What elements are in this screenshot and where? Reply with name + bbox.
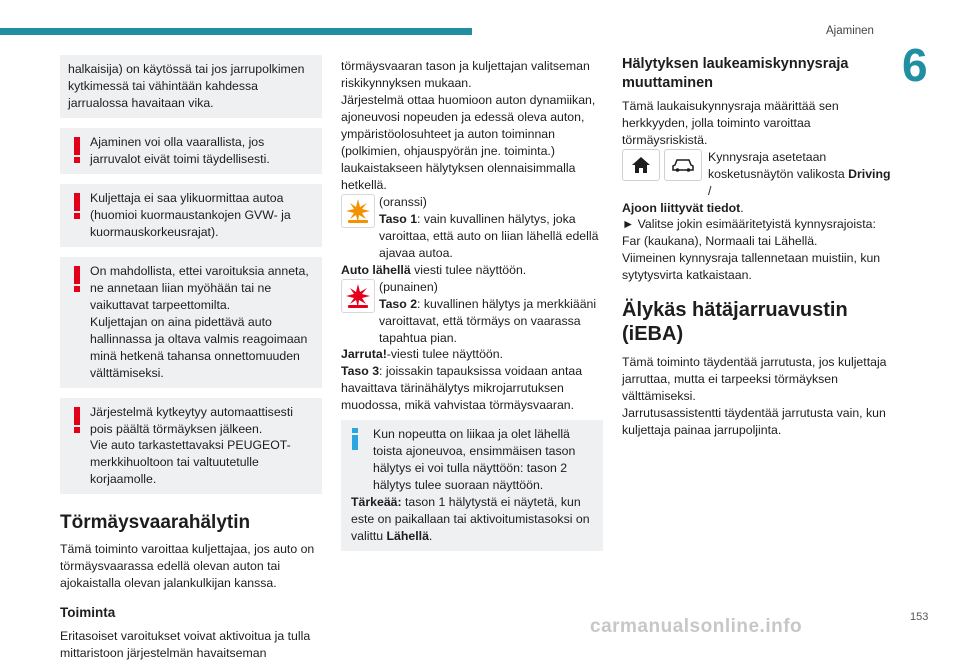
collision-intro: Tämä toiminto varoittaa kuljettajaa, jos auto on törmäysvaarassa edellä olevan auton tai ajokaistalla olevan jalankulkijan kanssa. — [60, 542, 315, 591]
warning-text-3: On mahdollista, ettei varoituksia anneta, ne annetaan liian myöhään tai ne vaikuttavat tarpeettomilta. — [90, 263, 309, 312]
level-1-row — [341, 194, 603, 262]
page-number: 153 — [910, 611, 929, 623]
level-1-color: (oranssi) — [379, 194, 427, 209]
chapter-number: 6 — [902, 39, 928, 91]
menu-driving: Driving — [848, 166, 891, 181]
warning-text-3b: Kuljettajan on aina pidettävä auto hallinnassa ja oltava valmis reagoimaan minä hetkenä tahansa onnettomuuden välttämiseksi. — [90, 314, 308, 380]
heading-ieba: Älykäs hätäjarruavustin (iEBA) — [622, 299, 848, 346]
note-text: tason 1 hälytystä ei näytetä, kun este on paikallaan tai aktivoitumistasoksi on valittu — [351, 495, 590, 544]
menu-end: . — [740, 200, 744, 215]
warning-text-2: Kuljettaja ei saa ylikuormittaa autoa (huomioi kuormaustankojen GVW- ja kuormauskorkeusrajat). — [90, 190, 291, 239]
brake-label: Jarruta! — [341, 347, 387, 362]
menu-driving-info: Ajoon liittyvät tiedot — [622, 200, 741, 215]
driving-button[interactable] — [664, 149, 702, 181]
operation-body: Eritasoiset varoitukset voivat aktivoitua ja tulla mittaristoon järjestelmän havaitseman — [60, 628, 311, 660]
car-icon — [671, 157, 695, 173]
warning-icon — [70, 136, 84, 164]
collision-orange-icon — [341, 194, 375, 228]
ieba-paragraph-1: Tämä toiminto täydentää jarrutusta, jos kuljettaja jarruttaa, mutta ei tarpeeksi törmäyksen välttämiseksi. — [622, 355, 887, 404]
note-end: . — [428, 529, 433, 544]
info-box — [341, 420, 603, 551]
section-title: Ajaminen — [826, 25, 874, 37]
warning-icon — [70, 406, 84, 434]
continued-note-text: halkaisija) on käytössä tai jos jarrupolkimen kytkimessä tai vähintään kahdessa jarrualossa havaitaan vika. — [68, 62, 305, 110]
level-2-row — [341, 279, 603, 347]
info-text: Kun nopeutta on liikaa ja olet lähellä toista ajoneuvoa, ensimmäisen tason hälytys ei voi tulla näyttöön: tason 2 hälytys tulee suoraan näyttöön. — [373, 427, 576, 493]
col2-paragraph-2: Järjestelmä ottaa huomioon auton dynamiikan, ajoneuvosi nopeuden ja edessä oleva auton, ympäristöolosuhteet ja auton toiminnan (polkimien, ohjauspyörän jne. toiminta.) laukaistakseen hälytyksen olennaisimmalla hetkellä. — [341, 92, 596, 192]
col2-paragraph-1: törmäysvaaran tason ja kuljettajan valitseman riskikynnyksen mukaan. — [341, 59, 590, 90]
threshold-paragraph: Tämä laukaisukynnysraja määrittää sen herkkyyden, jolla toiminto varoittaa törmäysriskistä. — [622, 98, 839, 147]
subheading-operation: Toiminta — [60, 605, 116, 621]
continued-note-box — [60, 55, 322, 118]
warning-text-4b: Vie auto tarkastettavaksi PEUGEOT-merkkihuoltoon tai valtuutetulle korjaamolle. — [90, 438, 291, 487]
warning-icon — [70, 192, 84, 220]
home-button[interactable] — [622, 149, 660, 181]
auto-near-label: Auto lähellä — [341, 262, 411, 277]
info-icon — [351, 428, 359, 450]
level-1-label: Taso 1 — [379, 211, 418, 226]
level-2-text: : kuvallinen hälytys ja merkkiääni varoittavat, että törmäys on vaarassa tapahtua pian. — [379, 296, 597, 345]
level-3-text: : joissakin tapauksissa voidaan antaa havaittava tärinähälytys mikrojarrutuksen muodossa, mikä vahvistaa törmäysvaaran. — [341, 364, 583, 413]
warning-text-1: Ajaminen voi olla vaarallista, jos jarruvalot eivät toimi täydellisesti. — [90, 134, 270, 166]
column-1 — [60, 55, 322, 662]
menu-separator: / — [708, 183, 712, 198]
column-2 — [341, 58, 603, 561]
bullet-instruction: ► Valitse jokin esimääritetyistä kynnysrajoista: Far (kaukana), Normaali tai Lähellä. — [622, 217, 876, 249]
auto-near-text: viesti tulee näyttöön. — [410, 262, 527, 277]
heading-collision-warning: Törmäysvaarahälytin — [60, 512, 251, 534]
note-value: Lähellä — [386, 529, 429, 544]
column-3 — [622, 55, 892, 439]
note-label: Tärkeää: — [351, 495, 402, 510]
watermark: carmanualsonline.info — [590, 616, 803, 637]
home-icon — [631, 156, 651, 174]
level-3-label: Taso 3 — [341, 364, 380, 379]
warning-box-4 — [60, 398, 322, 495]
warning-box-2 — [60, 184, 322, 247]
warning-box-1 — [60, 128, 322, 174]
ieba-paragraph-2: Jarrutusassistentti täydentää jarrutusta vain, kun kuljettaja painaa jarrupoljinta. — [622, 406, 886, 438]
brake-text: -viesti tulee näyttöön. — [386, 347, 503, 362]
level-2-label: Taso 2 — [379, 296, 418, 311]
warning-icon — [70, 265, 84, 293]
level-1-text: : vain kuvallinen hälytys, joka varoittaa, että auto on liian lähellä edellä ajavaa autoa. — [379, 211, 599, 260]
warning-text-4: Järjestelmä kytkeytyy automaattisesti pois päältä törmäyksen jälkeen. — [90, 404, 293, 436]
settings-instruction-row — [622, 149, 892, 200]
collision-red-icon — [341, 279, 375, 313]
memory-paragraph: Viimeinen kynnysraja tallennetaan muistiin, kun sytytysvirta katkaistaan. — [622, 251, 881, 283]
settings-text: Kynnysraja asetetaan kosketusnäytön valikosta — [708, 149, 849, 181]
heading-threshold: Hälytyksen laukeamiskynnysraja muuttaminen — [622, 56, 849, 91]
header-accent-bar — [0, 28, 472, 35]
level-2-color: (punainen) — [379, 279, 438, 294]
warning-box-3 — [60, 257, 322, 388]
